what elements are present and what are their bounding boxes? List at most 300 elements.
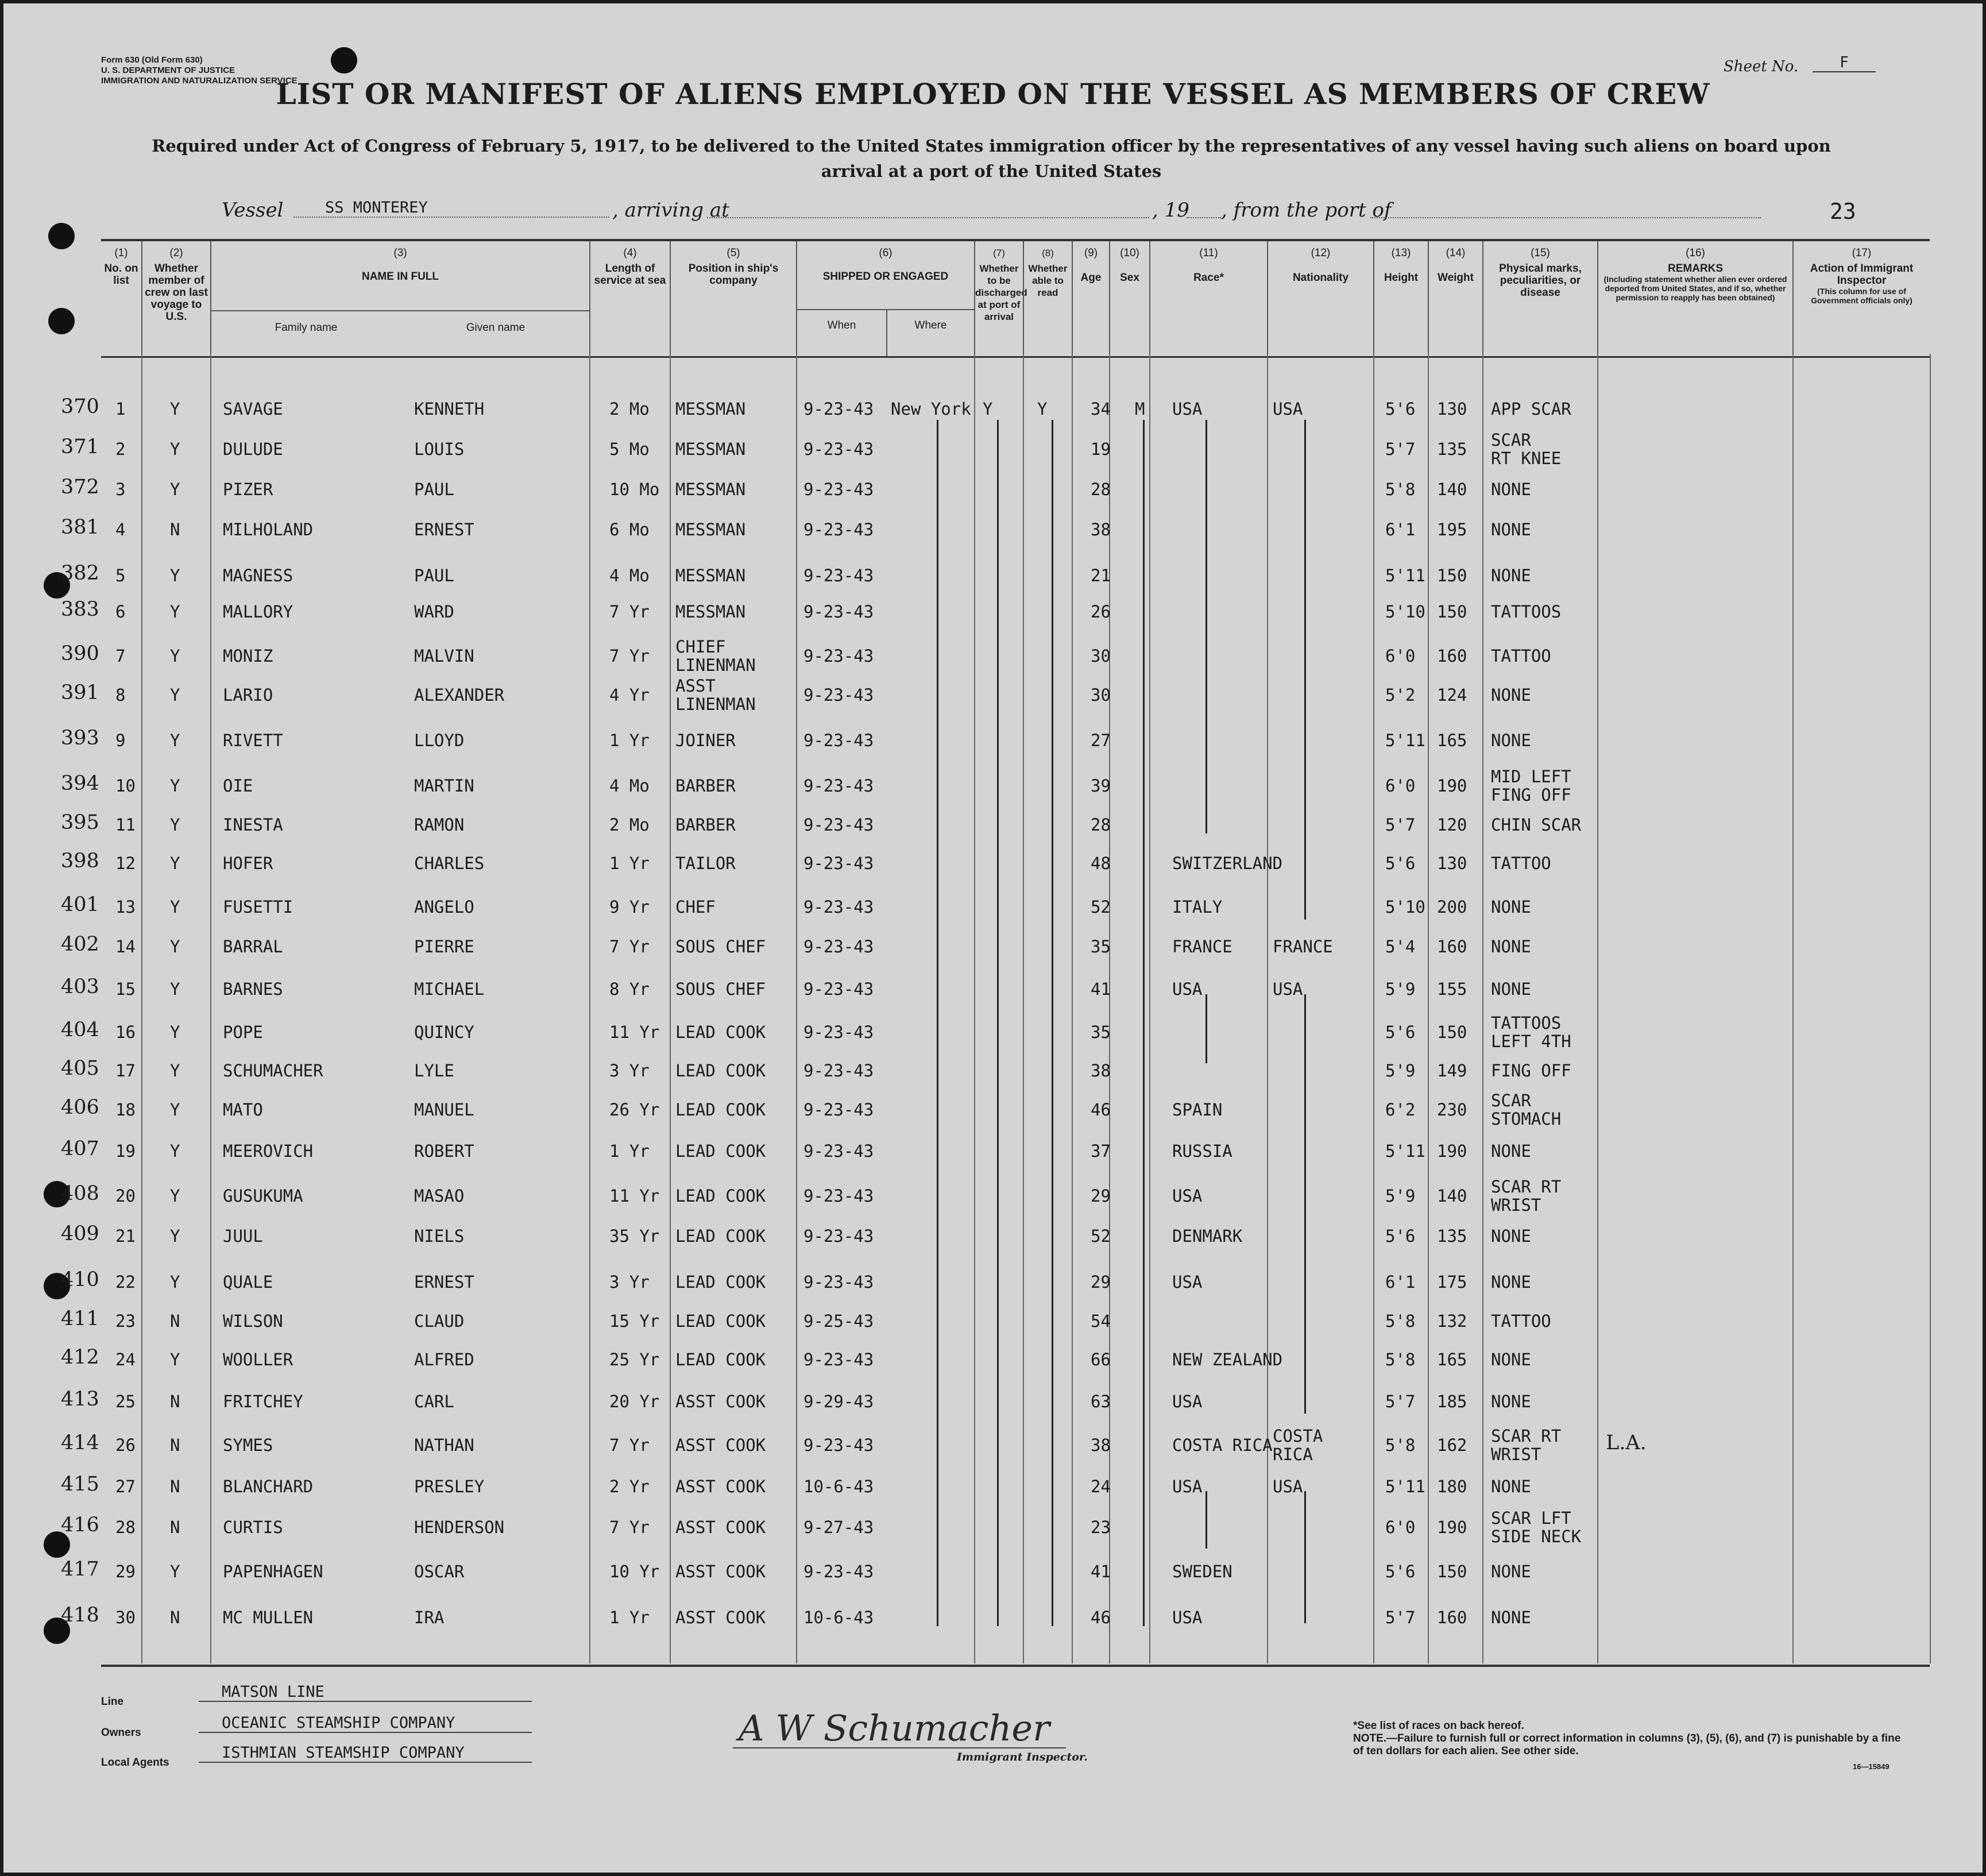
cell-weight: 175 (1437, 1272, 1467, 1292)
cell-no: 28 (115, 1518, 136, 1537)
cell-height: 5'9 (1385, 1061, 1416, 1080)
cell-when: 9-23-43 (803, 566, 874, 585)
cell-given: LYLE (414, 1061, 454, 1080)
department-name: U. S. DEPARTMENT OF JUSTICE (101, 65, 235, 75)
cell-when: 9-23-43 (803, 1226, 874, 1246)
cell-no: 5 (115, 566, 126, 585)
cell-family: QUALE (223, 1272, 273, 1292)
cell-family: MATO (223, 1100, 263, 1120)
cell-weight: 195 (1437, 520, 1467, 539)
cell-family: POPE (223, 1022, 263, 1042)
table-row (3, 893, 1983, 935)
cell-marks: NONE (1491, 480, 1531, 499)
cell-race: USA (1172, 1392, 1203, 1411)
cell-when: 9-23-43 (803, 776, 874, 796)
cell-marks: SCAR (1491, 430, 1531, 450)
cell-last: N (170, 1311, 180, 1331)
cell-service: 1 Yr (609, 1141, 650, 1161)
cell-service: 7 Yr (609, 602, 650, 622)
cell-service: 4 Mo (609, 776, 650, 796)
cell-height: 5'11 (1385, 731, 1425, 750)
cell-family: OIE (223, 776, 253, 796)
cell-height: 5'6 (1385, 1022, 1416, 1042)
cell-height: 5'7 (1385, 1392, 1416, 1411)
cell-marks: SCAR (1491, 1091, 1531, 1110)
cell-no: 1 (115, 399, 126, 419)
cell-marks: FING OFF (1491, 785, 1571, 805)
cell-age: 37 (1091, 1141, 1111, 1161)
cell-ref: 403 (61, 975, 99, 998)
cell-ref: 410 (61, 1268, 99, 1291)
cell-nationality: USA (1273, 979, 1303, 999)
cell-height: 5'2 (1385, 685, 1416, 705)
cell-when: 9-23-43 (803, 937, 874, 956)
cell-family: BARRAL (223, 937, 283, 956)
cell-age: 46 (1091, 1100, 1111, 1120)
cell-no: 26 (115, 1435, 136, 1455)
cell-ref: 405 (61, 1057, 99, 1080)
cell-given: CARL (414, 1392, 454, 1411)
cell-ref: 381 (61, 516, 99, 539)
cell-weight: 140 (1437, 1186, 1467, 1206)
cell-no: 9 (115, 731, 126, 750)
cell-position: LINENMAN (675, 655, 756, 675)
cell-weight: 120 (1437, 815, 1467, 835)
cell-no: 23 (115, 1311, 136, 1331)
owners-label: Owners (101, 1727, 141, 1739)
cell-no: 3 (115, 480, 126, 499)
cell-weight: 160 (1437, 646, 1467, 666)
cell-last: Y (170, 566, 180, 585)
cell-marks: TATTOOS (1491, 602, 1562, 622)
cell-marks: TATTOOS (1491, 1013, 1562, 1033)
cell-age: 39 (1091, 776, 1111, 796)
cell-weight: 180 (1437, 1477, 1467, 1496)
cell-service: 7 Yr (609, 646, 650, 666)
col-3-header: (3) NAME IN FULL Family name Given name (210, 241, 589, 356)
cell-when: 9-23-43 (803, 979, 874, 999)
cell-family: DULUDE (223, 439, 283, 459)
table-row (3, 516, 1983, 557)
cell-no: 29 (115, 1562, 136, 1581)
cell-last: Y (170, 1022, 180, 1042)
cell-race: USA (1172, 979, 1203, 999)
table-row (3, 1057, 1983, 1098)
cell-no: 20 (115, 1186, 136, 1206)
cell-position: LEAD COOK (675, 1061, 766, 1080)
cell-position: ASST COOK (675, 1435, 766, 1455)
cell-service: 3 Yr (609, 1061, 650, 1080)
cell-last: Y (170, 1350, 180, 1369)
cell-no: 30 (115, 1608, 136, 1627)
cell-service: 6 Mo (609, 520, 650, 539)
cell-marks: APP SCAR (1491, 399, 1571, 419)
cell-ref: 404 (61, 1018, 99, 1041)
cell-last: Y (170, 685, 180, 705)
cell-position: LEAD COOK (675, 1186, 766, 1206)
cell-family: MONIZ (223, 646, 273, 666)
cell-height: 6'2 (1385, 1100, 1416, 1120)
cell-service: 26 Yr (609, 1100, 660, 1120)
cell-marks: NONE (1491, 731, 1531, 750)
cell-weight: 190 (1437, 1518, 1467, 1537)
cell-last: Y (170, 1061, 180, 1080)
cell-position: ASST COOK (675, 1477, 766, 1496)
cell-service: 20 Yr (609, 1392, 660, 1411)
cell-ref: 409 (61, 1222, 99, 1245)
cell-marks: NONE (1491, 1608, 1531, 1627)
table-row (3, 1346, 1983, 1387)
year-label: , 19 (1152, 199, 1189, 222)
table-row (3, 727, 1983, 768)
cell-given: KENNETH (414, 399, 485, 419)
cell-position: LEAD COOK (675, 1226, 766, 1246)
cell-position: LEAD COOK (675, 1311, 766, 1331)
cell-no: 11 (115, 815, 136, 835)
table-row (3, 562, 1983, 603)
cell-when: 9-23-43 (803, 1562, 874, 1581)
table-row (3, 1604, 1983, 1645)
cell-when: 9-23-43 (803, 815, 874, 835)
document-title: LIST OR MANIFEST OF ALIENS EMPLOYED ON THE VESSEL AS MEMBERS OF CREW (276, 77, 1710, 111)
cell-marks: WRIST (1491, 1445, 1541, 1464)
footnote (1353, 1720, 1904, 1758)
cell-race: COSTA RICA (1172, 1435, 1273, 1455)
cell-marks: SCAR LFT (1491, 1508, 1571, 1528)
cell-height: 5'10 (1385, 602, 1425, 622)
table-row (3, 1473, 1983, 1514)
cell-age: 35 (1091, 937, 1111, 956)
cell-service: 11 Yr (609, 1186, 660, 1206)
cell-family: WOOLLER (223, 1350, 293, 1369)
table-row (3, 1013, 1983, 1060)
table-row (3, 598, 1983, 639)
cell-last: Y (170, 979, 180, 999)
cell-family: BARNES (223, 979, 283, 999)
cell-service: 4 Mo (609, 566, 650, 585)
table-row (3, 1222, 1983, 1264)
cell-marks: NONE (1491, 1226, 1531, 1246)
cell-race: SWEDEN (1172, 1562, 1232, 1581)
table-row (3, 395, 1983, 437)
cell-age: 63 (1091, 1392, 1111, 1411)
cell-weight: 185 (1437, 1392, 1467, 1411)
cell-weight: 149 (1437, 1061, 1467, 1080)
cell-when: 9-25-43 (803, 1311, 874, 1331)
cell-no: 21 (115, 1226, 136, 1246)
cell-race: USA (1172, 1608, 1203, 1627)
cell-weight: 150 (1437, 602, 1467, 622)
cell-ref: 393 (61, 727, 99, 750)
cell-ref: 407 (61, 1137, 99, 1160)
cell-family: SAVAGE (223, 399, 283, 419)
cell-family: PIZER (223, 480, 273, 499)
cell-when: 10-6-43 (803, 1477, 874, 1496)
cell-marks: TATTOO (1491, 854, 1551, 873)
cell-age: 29 (1091, 1272, 1111, 1292)
cell-ref: 401 (61, 893, 99, 916)
cell-position: LEAD COOK (675, 1272, 766, 1292)
cell-given: MICHAEL (414, 979, 485, 999)
cell-when: 9-23-43 (803, 731, 874, 750)
cell-given: LOUIS (414, 439, 465, 459)
cell-last: N (170, 1608, 180, 1627)
cell-nationality: USA (1273, 1477, 1303, 1496)
table-row (3, 1426, 1983, 1473)
cell-no: 17 (115, 1061, 136, 1080)
vessel-label: Vessel (222, 199, 284, 222)
cell-family: SYMES (223, 1435, 273, 1455)
cell-when: 9-23-43 (803, 1272, 874, 1292)
cell-no: 6 (115, 602, 126, 622)
document-subtitle: Required under Act of Congress of February 5, 1917, to be delivered to the United States immigration officer by the representatives of any vessel having such aliens on board upon arrival at a port of the United States (152, 136, 1831, 181)
col-1-header: (1) No. on list (104, 247, 138, 287)
races-note: *See list of races on back hereof. (1353, 1720, 1524, 1732)
sheet-number-value: F (1813, 54, 1876, 72)
col-13-header: (13) Height (1373, 241, 1428, 356)
cell-when: 9-23-43 (803, 1022, 874, 1042)
cell-height: 5'9 (1385, 1186, 1416, 1206)
cell-ref: 413 (61, 1388, 99, 1411)
cell-given: PRESLEY (414, 1477, 485, 1496)
cell-race: SWITZERLAND (1172, 854, 1283, 873)
cell-given: IRA (414, 1608, 445, 1627)
cell-service: 10 Yr (609, 1562, 660, 1581)
cell-ref: 412 (61, 1346, 99, 1369)
cell-given: CLAUD (414, 1311, 465, 1331)
cell-ref: 371 (61, 435, 99, 458)
table-row (3, 1177, 1983, 1223)
cell-marks: NONE (1491, 685, 1531, 705)
cell-when: 9-23-43 (803, 602, 874, 622)
cell-when: 9-23-43 (803, 1186, 874, 1206)
cell-height: 5'7 (1385, 439, 1416, 459)
cell-ref: 416 (61, 1514, 99, 1537)
cell-position: MESSMAN (675, 399, 746, 419)
cell-family: JUUL (223, 1226, 263, 1246)
cell-age: 38 (1091, 520, 1111, 539)
cell-age: 19 (1091, 439, 1111, 459)
cell-ref: 370 (61, 395, 99, 418)
cell-weight: 165 (1437, 1350, 1467, 1369)
cell-weight: 200 (1437, 897, 1467, 917)
cell-age: 30 (1091, 646, 1111, 666)
cell-service: 7 Yr (609, 937, 650, 956)
cell-height: 5'9 (1385, 979, 1416, 999)
cell-ref: 382 (61, 562, 99, 585)
cell-ref: 394 (61, 772, 99, 795)
cell-family: BLANCHARD (223, 1477, 314, 1496)
cell-service: 7 Yr (609, 1435, 650, 1455)
table-row (3, 850, 1983, 891)
cell-disch: Y (983, 399, 993, 419)
table-row (3, 1268, 1983, 1310)
table-row (3, 1137, 1983, 1179)
cell-height: 5'6 (1385, 1562, 1416, 1581)
cell-ref: 398 (61, 850, 99, 873)
cell-position: LEAD COOK (675, 1350, 766, 1369)
cell-no: 19 (115, 1141, 136, 1161)
table-row (3, 975, 1983, 1017)
cell-family: MAGNESS (223, 566, 293, 585)
cell-position: ASST COOK (675, 1518, 766, 1537)
line-value: MATSON LINE (199, 1683, 532, 1702)
cell-family: LARIO (223, 685, 273, 705)
cell-position: SOUS CHEF (675, 937, 766, 956)
cell-height: 5'8 (1385, 1350, 1416, 1369)
cell-given: MARTIN (414, 776, 474, 796)
cell-given: CHARLES (414, 854, 485, 873)
cell-marks: SCAR RT (1491, 1177, 1562, 1196)
cell-no: 16 (115, 1022, 136, 1042)
cell-given: ERNEST (414, 520, 474, 539)
table-row (3, 476, 1983, 517)
cell-weight: 135 (1437, 439, 1467, 459)
table-row (3, 676, 1983, 723)
arriving-label: , arriving at (612, 199, 729, 222)
cell-service: 1 Yr (609, 731, 650, 750)
cell-when: 9-23-43 (803, 480, 874, 499)
col-11-header: (11) Race* (1149, 241, 1267, 356)
cell-marks: FING OFF (1491, 1061, 1571, 1080)
cell-given: ALFRED (414, 1350, 474, 1369)
from-port-label: , from the port of (1221, 199, 1392, 222)
cell-marks: CHIN SCAR (1491, 815, 1582, 835)
cell-position: ASST (675, 676, 716, 696)
cell-last: Y (170, 731, 180, 750)
cell-ref: 395 (61, 811, 99, 834)
cell-position: SOUS CHEF (675, 979, 766, 999)
cell-height: 5'7 (1385, 815, 1416, 835)
cell-no: 4 (115, 520, 126, 539)
cell-no: 24 (115, 1350, 136, 1369)
cell-position: MESSMAN (675, 566, 746, 585)
cell-when: 9-27-43 (803, 1518, 874, 1537)
cell-age: 28 (1091, 815, 1111, 835)
cell-age: 54 (1091, 1311, 1111, 1331)
cell-when: 9-23-43 (803, 1435, 874, 1455)
cell-age: 26 (1091, 602, 1111, 622)
cell-ref: 383 (61, 598, 99, 621)
cell-given: PAUL (414, 480, 454, 499)
cell-age: 29 (1091, 1186, 1111, 1206)
cell-position: JOINER (675, 731, 736, 750)
table-row (3, 430, 1983, 477)
cell-last: N (170, 520, 180, 539)
cell-position: CHEF (675, 897, 716, 917)
cell-given: WARD (414, 602, 454, 622)
cell-age: 41 (1091, 1562, 1111, 1581)
cell-race: FRANCE (1172, 937, 1232, 956)
col-2-header: (2) Whether member of crew on last voyage to U.S. (141, 241, 210, 356)
cell-family: SCHUMACHER (223, 1061, 323, 1080)
cell-age: 21 (1091, 566, 1111, 585)
cell-service: 1 Yr (609, 854, 650, 873)
cell-age: 48 (1091, 854, 1111, 873)
cell-position: LEAD COOK (675, 1022, 766, 1042)
cell-marks: MID LEFT (1491, 767, 1571, 786)
cell-age: 35 (1091, 1022, 1111, 1042)
cell-age: 28 (1091, 480, 1111, 499)
cell-age: 52 (1091, 897, 1111, 917)
cell-given: MANUEL (414, 1100, 474, 1120)
cell-position: TAILOR (675, 854, 736, 873)
cell-weight: 150 (1437, 566, 1467, 585)
cell-where: New York (891, 399, 971, 419)
cell-family: FUSETTI (223, 897, 293, 917)
cell-weight: 124 (1437, 685, 1467, 705)
cell-given: NIELS (414, 1226, 465, 1246)
col-4-header: (4) Length of service at sea (589, 241, 670, 356)
cell-last: N (170, 1435, 180, 1455)
cell-age: 34 (1091, 399, 1111, 419)
cell-position: ASST COOK (675, 1392, 766, 1411)
cell-position: ASST COOK (675, 1608, 766, 1627)
cell-given: RAMON (414, 815, 465, 835)
cell-age: 52 (1091, 1226, 1111, 1246)
cell-when: 9-23-43 (803, 854, 874, 873)
local-agents-label: Local Agents (101, 1757, 169, 1769)
cell-service: 2 Mo (609, 399, 650, 419)
cell-age: 27 (1091, 731, 1111, 750)
cell-age: 24 (1091, 1477, 1111, 1496)
cell-height: 5'10 (1385, 897, 1425, 917)
line-label: Line (101, 1696, 124, 1708)
cell-nationality: RICA (1273, 1445, 1313, 1464)
cell-race: USA (1172, 1477, 1203, 1496)
cell-marks: NONE (1491, 1272, 1531, 1292)
cell-weight: 140 (1437, 480, 1467, 499)
cell-height: 5'11 (1385, 1477, 1425, 1496)
cell-when: 10-6-43 (803, 1608, 874, 1627)
inspector-signature: A W Schumacher (739, 1707, 1050, 1749)
cell-no: 22 (115, 1272, 136, 1292)
cell-last: Y (170, 646, 180, 666)
cell-last: Y (170, 1100, 180, 1120)
table-row (3, 1307, 1983, 1349)
col-12-header: (12) Nationality (1267, 241, 1373, 356)
cell-position: MESSMAN (675, 520, 746, 539)
cell-last: Y (170, 776, 180, 796)
cell-height: 5'4 (1385, 937, 1416, 956)
cell-given: QUINCY (414, 1022, 474, 1042)
cell-family: MILHOLAND (223, 520, 314, 539)
cell-service: 8 Yr (609, 979, 650, 999)
cell-weight: 162 (1437, 1435, 1467, 1455)
cell-last: Y (170, 1562, 180, 1581)
cell-height: 5'11 (1385, 1141, 1425, 1161)
cell-given: MASAO (414, 1186, 465, 1206)
cell-given: ANGELO (414, 897, 474, 917)
cell-race: USA (1172, 1272, 1203, 1292)
cell-weight: 160 (1437, 937, 1467, 956)
cell-last: Y (170, 1141, 180, 1161)
cell-height: 6'1 (1385, 520, 1416, 539)
cell-ref: 417 (61, 1558, 99, 1581)
cell-when: 9-23-43 (803, 646, 874, 666)
cell-service: 5 Mo (609, 439, 650, 459)
cell-family: RIVETT (223, 731, 283, 750)
cell-race: USA (1172, 399, 1203, 419)
cell-height: 5'6 (1385, 854, 1416, 873)
cell-marks: NONE (1491, 520, 1531, 539)
cell-marks: NONE (1491, 979, 1531, 999)
cell-given: PAUL (414, 566, 454, 585)
cell-service: 2 Yr (609, 1477, 650, 1496)
cell-given: HENDERSON (414, 1518, 505, 1537)
cell-weight: 190 (1437, 776, 1467, 796)
cell-given: ALEXANDER (414, 685, 505, 705)
